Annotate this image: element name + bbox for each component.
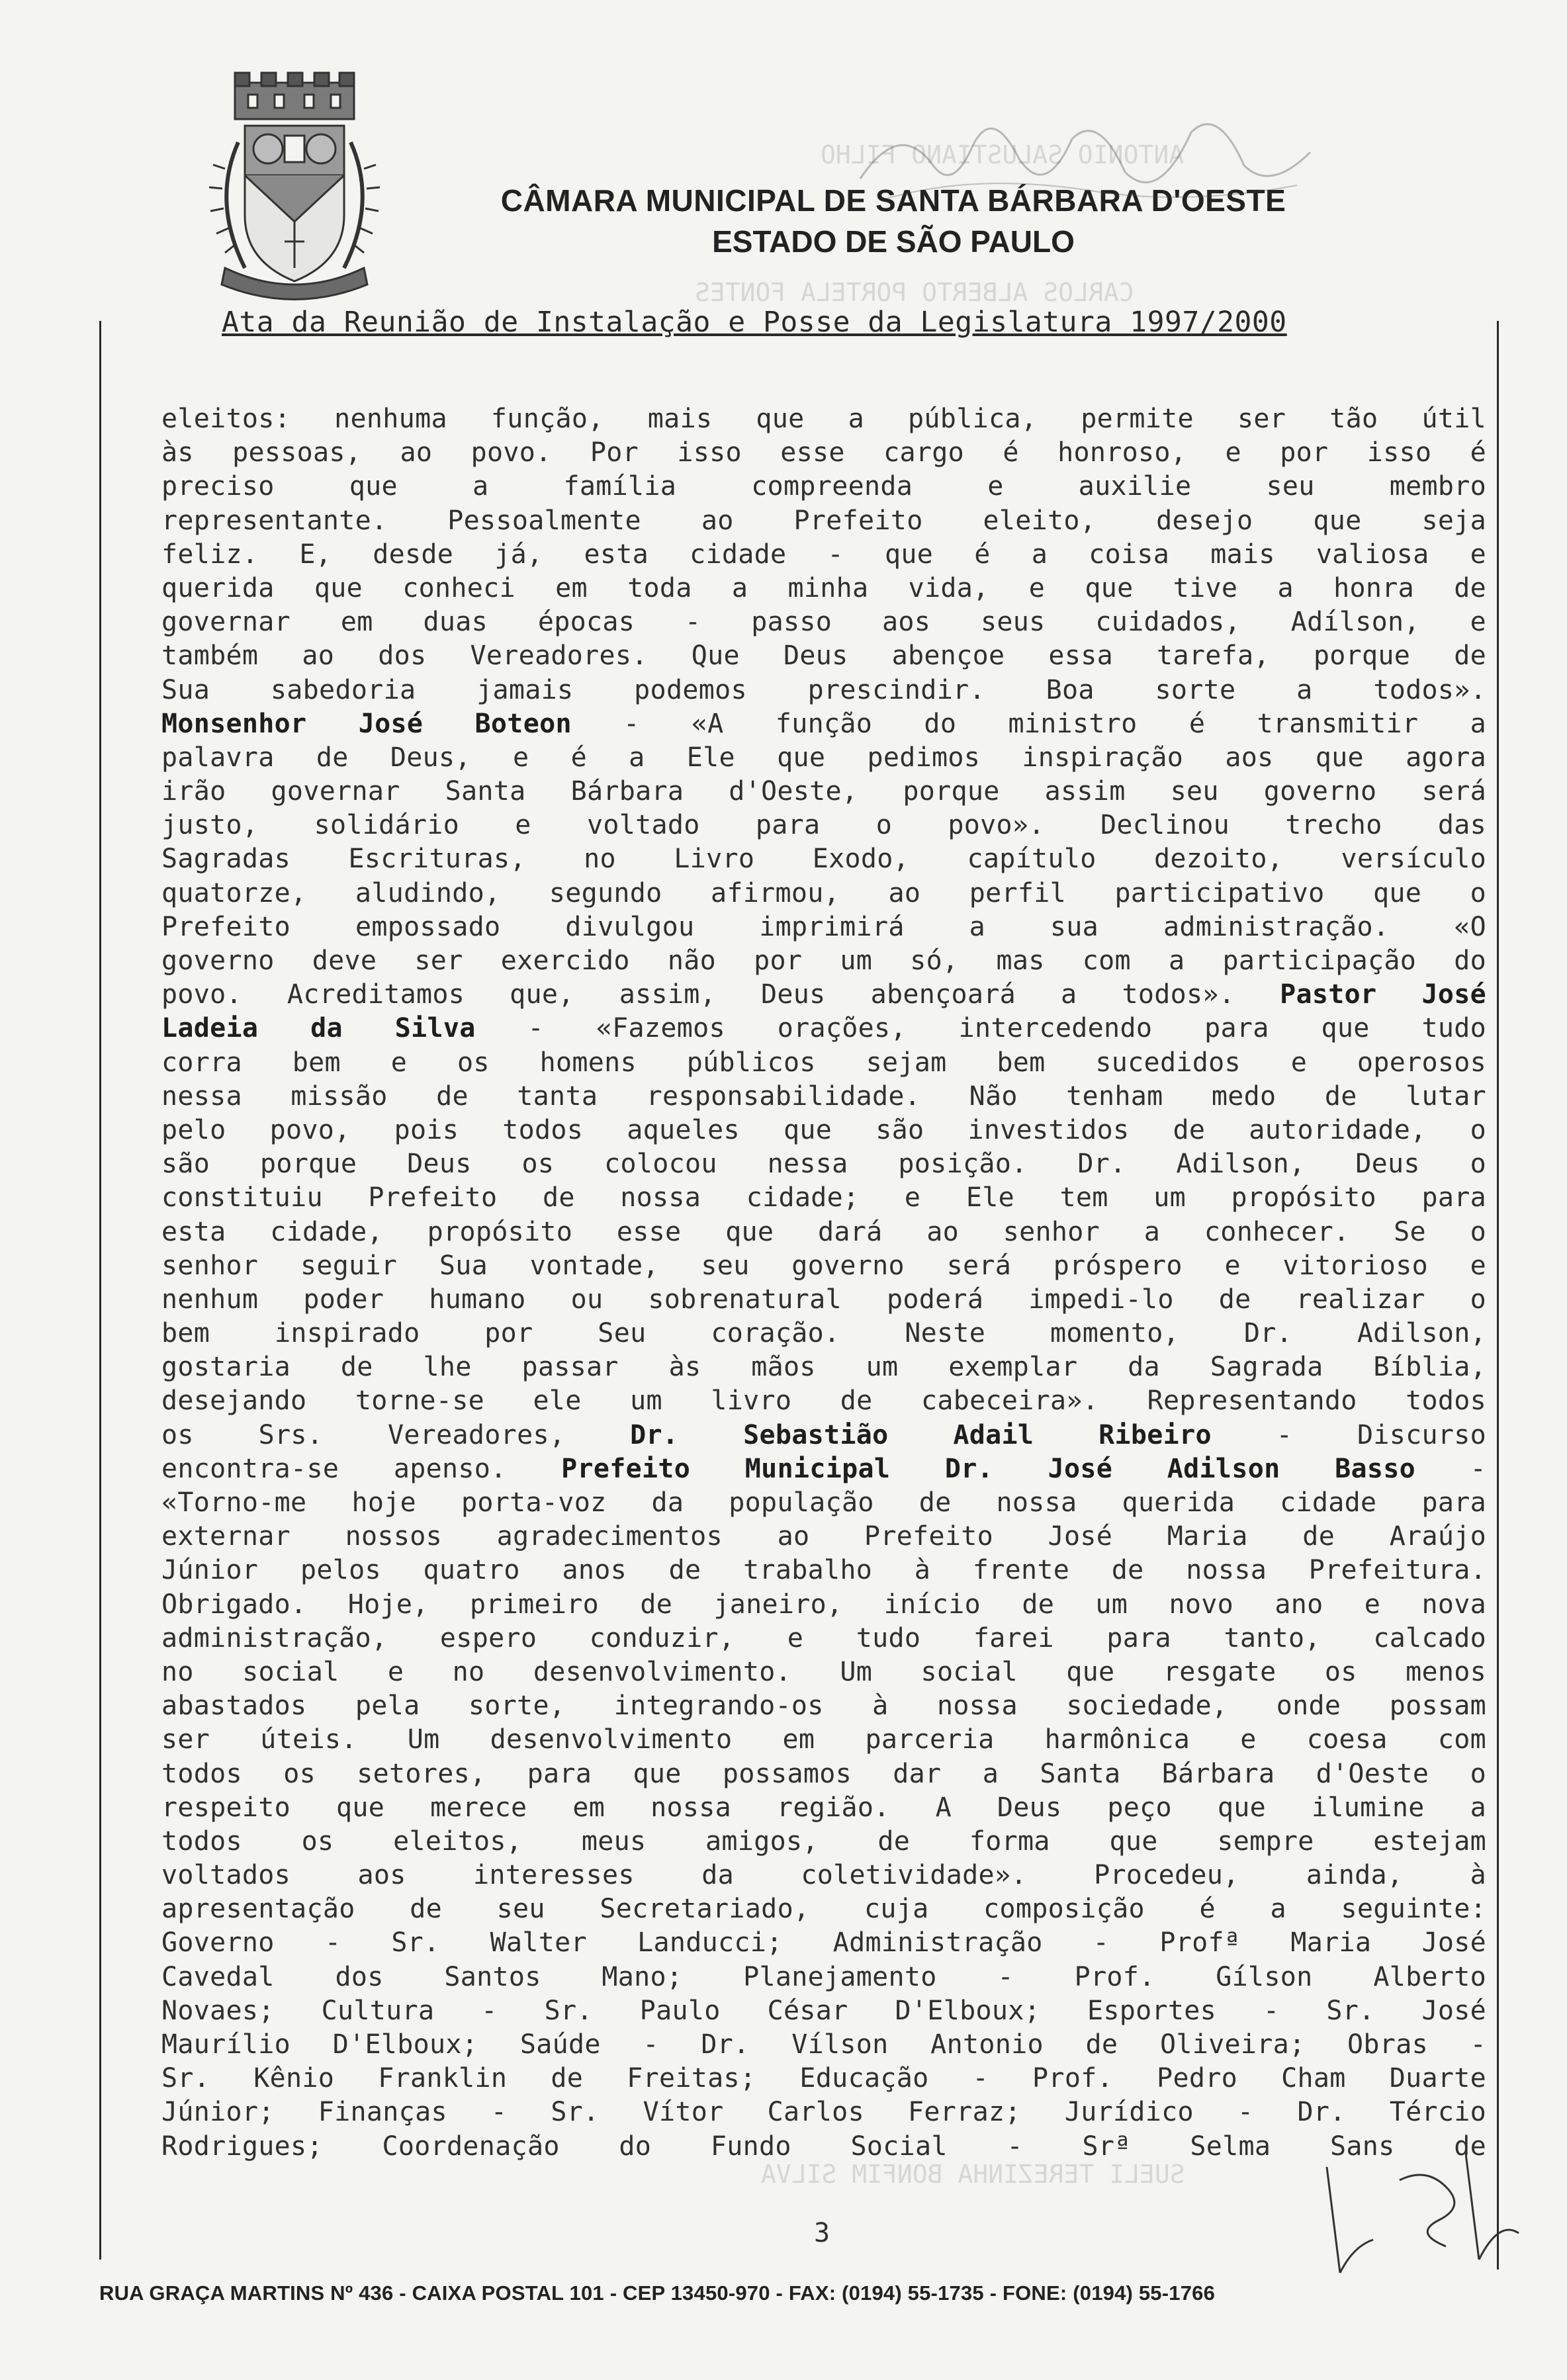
text-line: Ladeia da Silva - «Fazemos orações, intercedendo para que tudo	[161, 1013, 1486, 1044]
text-line: justo, solidário e voltado para o povo». Declinou trecho das	[161, 810, 1486, 841]
text-line: constituiu Prefeito de nossa cidade; e Ele tem um propósito para	[161, 1182, 1486, 1213]
coat-of-arms	[199, 69, 390, 308]
text-line: Obrigado. Hoje, primeiro de janeiro, início de um novo ano e nova	[161, 1589, 1486, 1620]
right-margin-rule	[1497, 321, 1499, 2270]
text-line: quatorze, aludindo, segundo afirmou, ao perfil participativo que o	[161, 877, 1486, 908]
text-line: administração, espero conduzir, e tudo farei para tanto, calcado	[161, 1622, 1486, 1653]
text-line: Novaes; Cultura - Sr. Paulo César D'Elboux; Esportes - Sr. José	[161, 1995, 1486, 2026]
text-line: externar nossos agradecimentos ao Prefeito José Maria de Araújo	[161, 1521, 1486, 1552]
page-number: 3	[814, 2218, 830, 2248]
text-line: governar em duas épocas - passo aos seus cuidados, Adílson, e	[161, 607, 1486, 638]
text-line: Rodrigues; Coordenação do Fundo Social - Srª Selma Sans de	[161, 2131, 1486, 2162]
text-line: abastados pela sorte, integrando-os à nossa sociedade, onde possam	[161, 1691, 1486, 1722]
text-line: também ao dos Vereadores. Que Deus abençoe essa tarefa, porque de	[161, 640, 1486, 672]
text-line: Sagradas Escrituras, no Livro Exodo, capítulo dezoito, versículo	[161, 844, 1486, 875]
text-line: apresentação de seu Secretariado, cuja composição é a seguinte:	[161, 1894, 1486, 1925]
text-line: às pessoas, ao povo. Por isso esse cargo é honroso, e por isso é	[161, 437, 1486, 468]
text-line: governo deve ser exercido não por um só, mas com a participação do	[161, 946, 1486, 976]
text-line: representante. Pessoalmente ao Prefeito eleito, desejo que seja	[161, 505, 1486, 536]
text-line: bem inspirado por Seu coração. Neste momento, Dr. Adilson,	[161, 1318, 1486, 1349]
text-line: corra bem e os homens públicos sejam bem sucedidos e operosos	[161, 1047, 1486, 1078]
text-line: Sr. Kênio Franklin de Freitas; Educação - Prof. Pedro Cham Duarte	[161, 2063, 1486, 2094]
text-line: nessa missão de tanta responsabilidade. Não tenham medo de lutar	[161, 1080, 1486, 1112]
footer-address: RUA GRAÇA MARTINS Nº 436 - CAIXA POSTAL 101 - CEP 13450-970 - FAX: (0194) 55-1735 - FONE: (0194) 55-1766	[99, 2281, 1216, 2305]
speaker-name: Ladeia da Silva	[161, 1013, 476, 1044]
text-line: voltados aos interesses da coletividade». Procedeu, ainda, à	[161, 1860, 1486, 1891]
text-line: encontra-se apenso. Prefeito Municipal Dr. José Adilson Basso -	[161, 1453, 1486, 1484]
handwritten-signature-top	[847, 93, 1323, 218]
text-line: Monsenhor José Boteon - «A função do ministro é transmitir a	[161, 708, 1486, 739]
text-line: querida que conheci em toda a minha vida, e que tive a honra de	[161, 572, 1486, 603]
speaker-name: Prefeito Municipal Dr. José Adilson Basso	[561, 1453, 1415, 1484]
speaker-name: Monsenhor José Boteon	[161, 708, 572, 739]
bleed-through-text-3: SUELI TEREZINHA BONFIM SILVA	[761, 2160, 1185, 2189]
text-line: nenhum poder humano ou sobrenatural poderá impedi-lo de realizar o	[161, 1284, 1486, 1315]
text-line: desejando torne-se ele um livro de cabeceira». Representando todos	[161, 1386, 1486, 1417]
text-line: Prefeito empossado divulgou imprimirá a sua administração. «O	[161, 911, 1486, 942]
text-line: no social e no desenvolvimento. Um social que resgate os menos	[161, 1656, 1486, 1687]
text-line: são porque Deus os colocou nessa posição. Dr. Adilson, Deus o	[161, 1149, 1486, 1180]
text-line: ser úteis. Um desenvolvimento em parceria harmônica e coesa com	[161, 1724, 1486, 1755]
text-line: «Torno-me hoje porta-voz da população de nossa querida cidade para	[161, 1487, 1486, 1518]
text-line: todos os setores, para que possamos dar a Santa Bárbara d'Oeste o	[161, 1758, 1486, 1789]
text-line: esta cidade, propósito esse que dará ao senhor a conhecer. Se o	[161, 1216, 1486, 1247]
text-line: Maurílio D'Elboux; Saúde - Dr. Vílson Antonio de Oliveira; Obras -	[161, 2029, 1486, 2060]
bleed-through-text-1: ANTONIO SALUSTIANO FILHO	[821, 140, 1185, 169]
state-name: ESTADO DE SÃO PAULO	[712, 224, 1075, 259]
text-line: Governo - Sr. Walter Landucci; Administração - Profª Maria José	[161, 1927, 1486, 1959]
text-line: Cavedal dos Santos Mano; Planejamento - Prof. Gílson Alberto	[161, 1961, 1486, 1992]
text-line: irão governar Santa Bárbara d'Oeste, porque assim seu governo será	[161, 776, 1486, 807]
text-line: Júnior; Finanças - Sr. Vítor Carlos Ferraz; Jurídico - Dr. Tércio	[161, 2097, 1486, 2128]
text-line: pelo povo, pois todos aqueles que são investidos de autoridade, o	[161, 1114, 1486, 1145]
bleed-through-text-2: CARLOS ALBERTO PORTELA FONTES	[695, 278, 1134, 307]
speaker-name: Pastor José	[1235, 979, 1486, 1010]
handwritten-initials-bottom	[1314, 2140, 1532, 2286]
minutes-body	[161, 402, 1486, 2164]
text-line: eleitos: nenhuma função, mais que a pública, permite ser tão útil	[161, 404, 1486, 434]
text-line: gostaria de lhe passar às mãos um exemplar da Sagrada Bíblia,	[161, 1352, 1486, 1383]
institution-name: CÂMARA MUNICIPAL DE SANTA BÁRBARA D'OESTE	[500, 183, 1286, 218]
text-line: senhor seguir Sua vontade, seu governo será próspero e vitorioso e	[161, 1250, 1486, 1281]
text-line: povo. Acreditamos que, assim, Deus abençoará a todos». Pastor José	[161, 979, 1486, 1010]
speaker-name: Dr. Sebastião Adail Ribeiro	[630, 1419, 1212, 1450]
text-line: feliz. E, desde já, esta cidade - que é a coisa mais valiosa e	[161, 539, 1486, 570]
text-line: respeito que merece em nossa região. A Deus peço que ilumine a	[161, 1792, 1486, 1823]
text-line: Sua sabedoria jamais podemos prescindir. Boa sorte a todos».	[161, 674, 1486, 705]
left-margin-rule	[99, 321, 101, 2260]
text-line: Júnior pelos quatro anos de trabalho à frente de nossa Prefeitura.	[161, 1555, 1486, 1586]
text-line: palavra de Deus, e é a Ele que pedimos inspiração aos que agora	[161, 742, 1486, 773]
text-line: preciso que a família compreenda e auxilie seu membro	[161, 471, 1486, 502]
text-line: os Srs. Vereadores, Dr. Sebastião Adail Ribeiro - Discurso	[161, 1419, 1486, 1450]
text-line: todos os eleitos, meus amigos, de forma que sempre estejam	[161, 1826, 1486, 1857]
document-title: Ata da Reunião de Instalação e Posse da Legislatura 1997/2000	[222, 306, 1287, 339]
